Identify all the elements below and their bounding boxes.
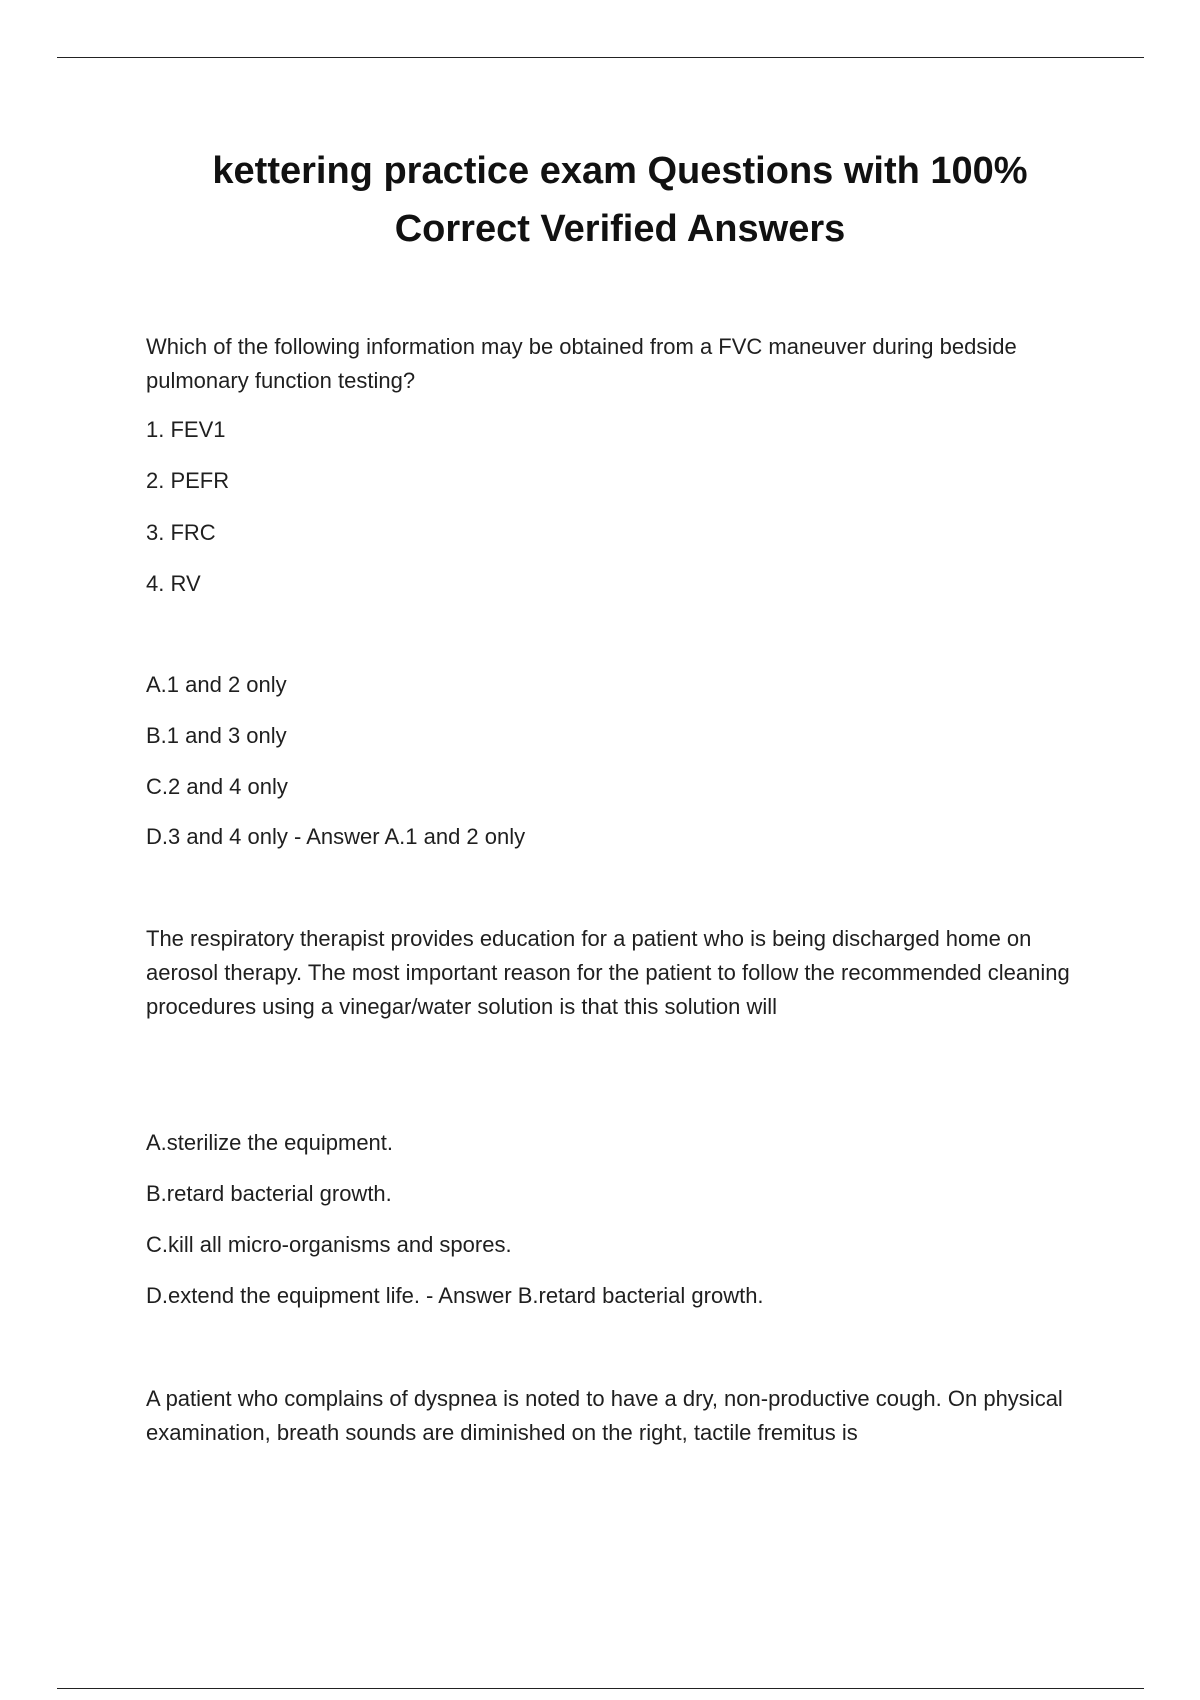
bottom-rule [57, 1688, 1144, 1689]
question-1-item-4: 4. RV [146, 571, 201, 596]
question-2-option-c: C.kill all micro-organisms and spores. [146, 1232, 512, 1257]
question-2-option-a: A.sterilize the equipment. [146, 1130, 394, 1155]
question-1-item-2: 2. PEFR [146, 468, 230, 493]
title-line-2: Correct Verified Answers [394, 208, 846, 250]
title-line-1: kettering practice exam Questions with 100% [212, 150, 1028, 192]
question-stem-text: The respiratory therapist provides education for a patient who is being discharged home on aerosol therapy. The most important reason for the patient to follow the recommended cleaning procedures using a vinegar/water solution is that this solution will [146, 926, 1070, 1019]
question-2-option-b: B.retard bacterial growth. [146, 1181, 392, 1206]
question-3-stem [146, 1382, 1096, 1450]
top-rule [57, 57, 1144, 58]
question-2-option-d-answer: D.extend the equipment life. - Answer B.retard bacterial growth. [146, 1283, 764, 1308]
question-stem-text: Which of the following information may be obtained from a FVC maneuver during bedside pulmonary function testing? [146, 334, 1017, 393]
question-1-item-3: 3. FRC [146, 520, 216, 545]
question-1-option-a: A.1 and 2 only [146, 672, 287, 697]
question-1-option-c: C.2 and 4 only [146, 774, 288, 799]
question-1-item-1: 1. FEV1 [146, 417, 226, 442]
question-1-option-b: B.1 and 3 only [146, 723, 287, 748]
question-1-stem [146, 330, 1096, 398]
question-2-stem [146, 922, 1096, 1024]
question-1-option-d-answer: D.3 and 4 only - Answer A.1 and 2 only [146, 824, 526, 849]
question-stem-text: A patient who complains of dyspnea is noted to have a dry, non-productive cough. On physical examination, breath sounds are diminished on the right, tactile fremitus is [146, 1386, 1063, 1445]
document-title [100, 142, 1140, 258]
